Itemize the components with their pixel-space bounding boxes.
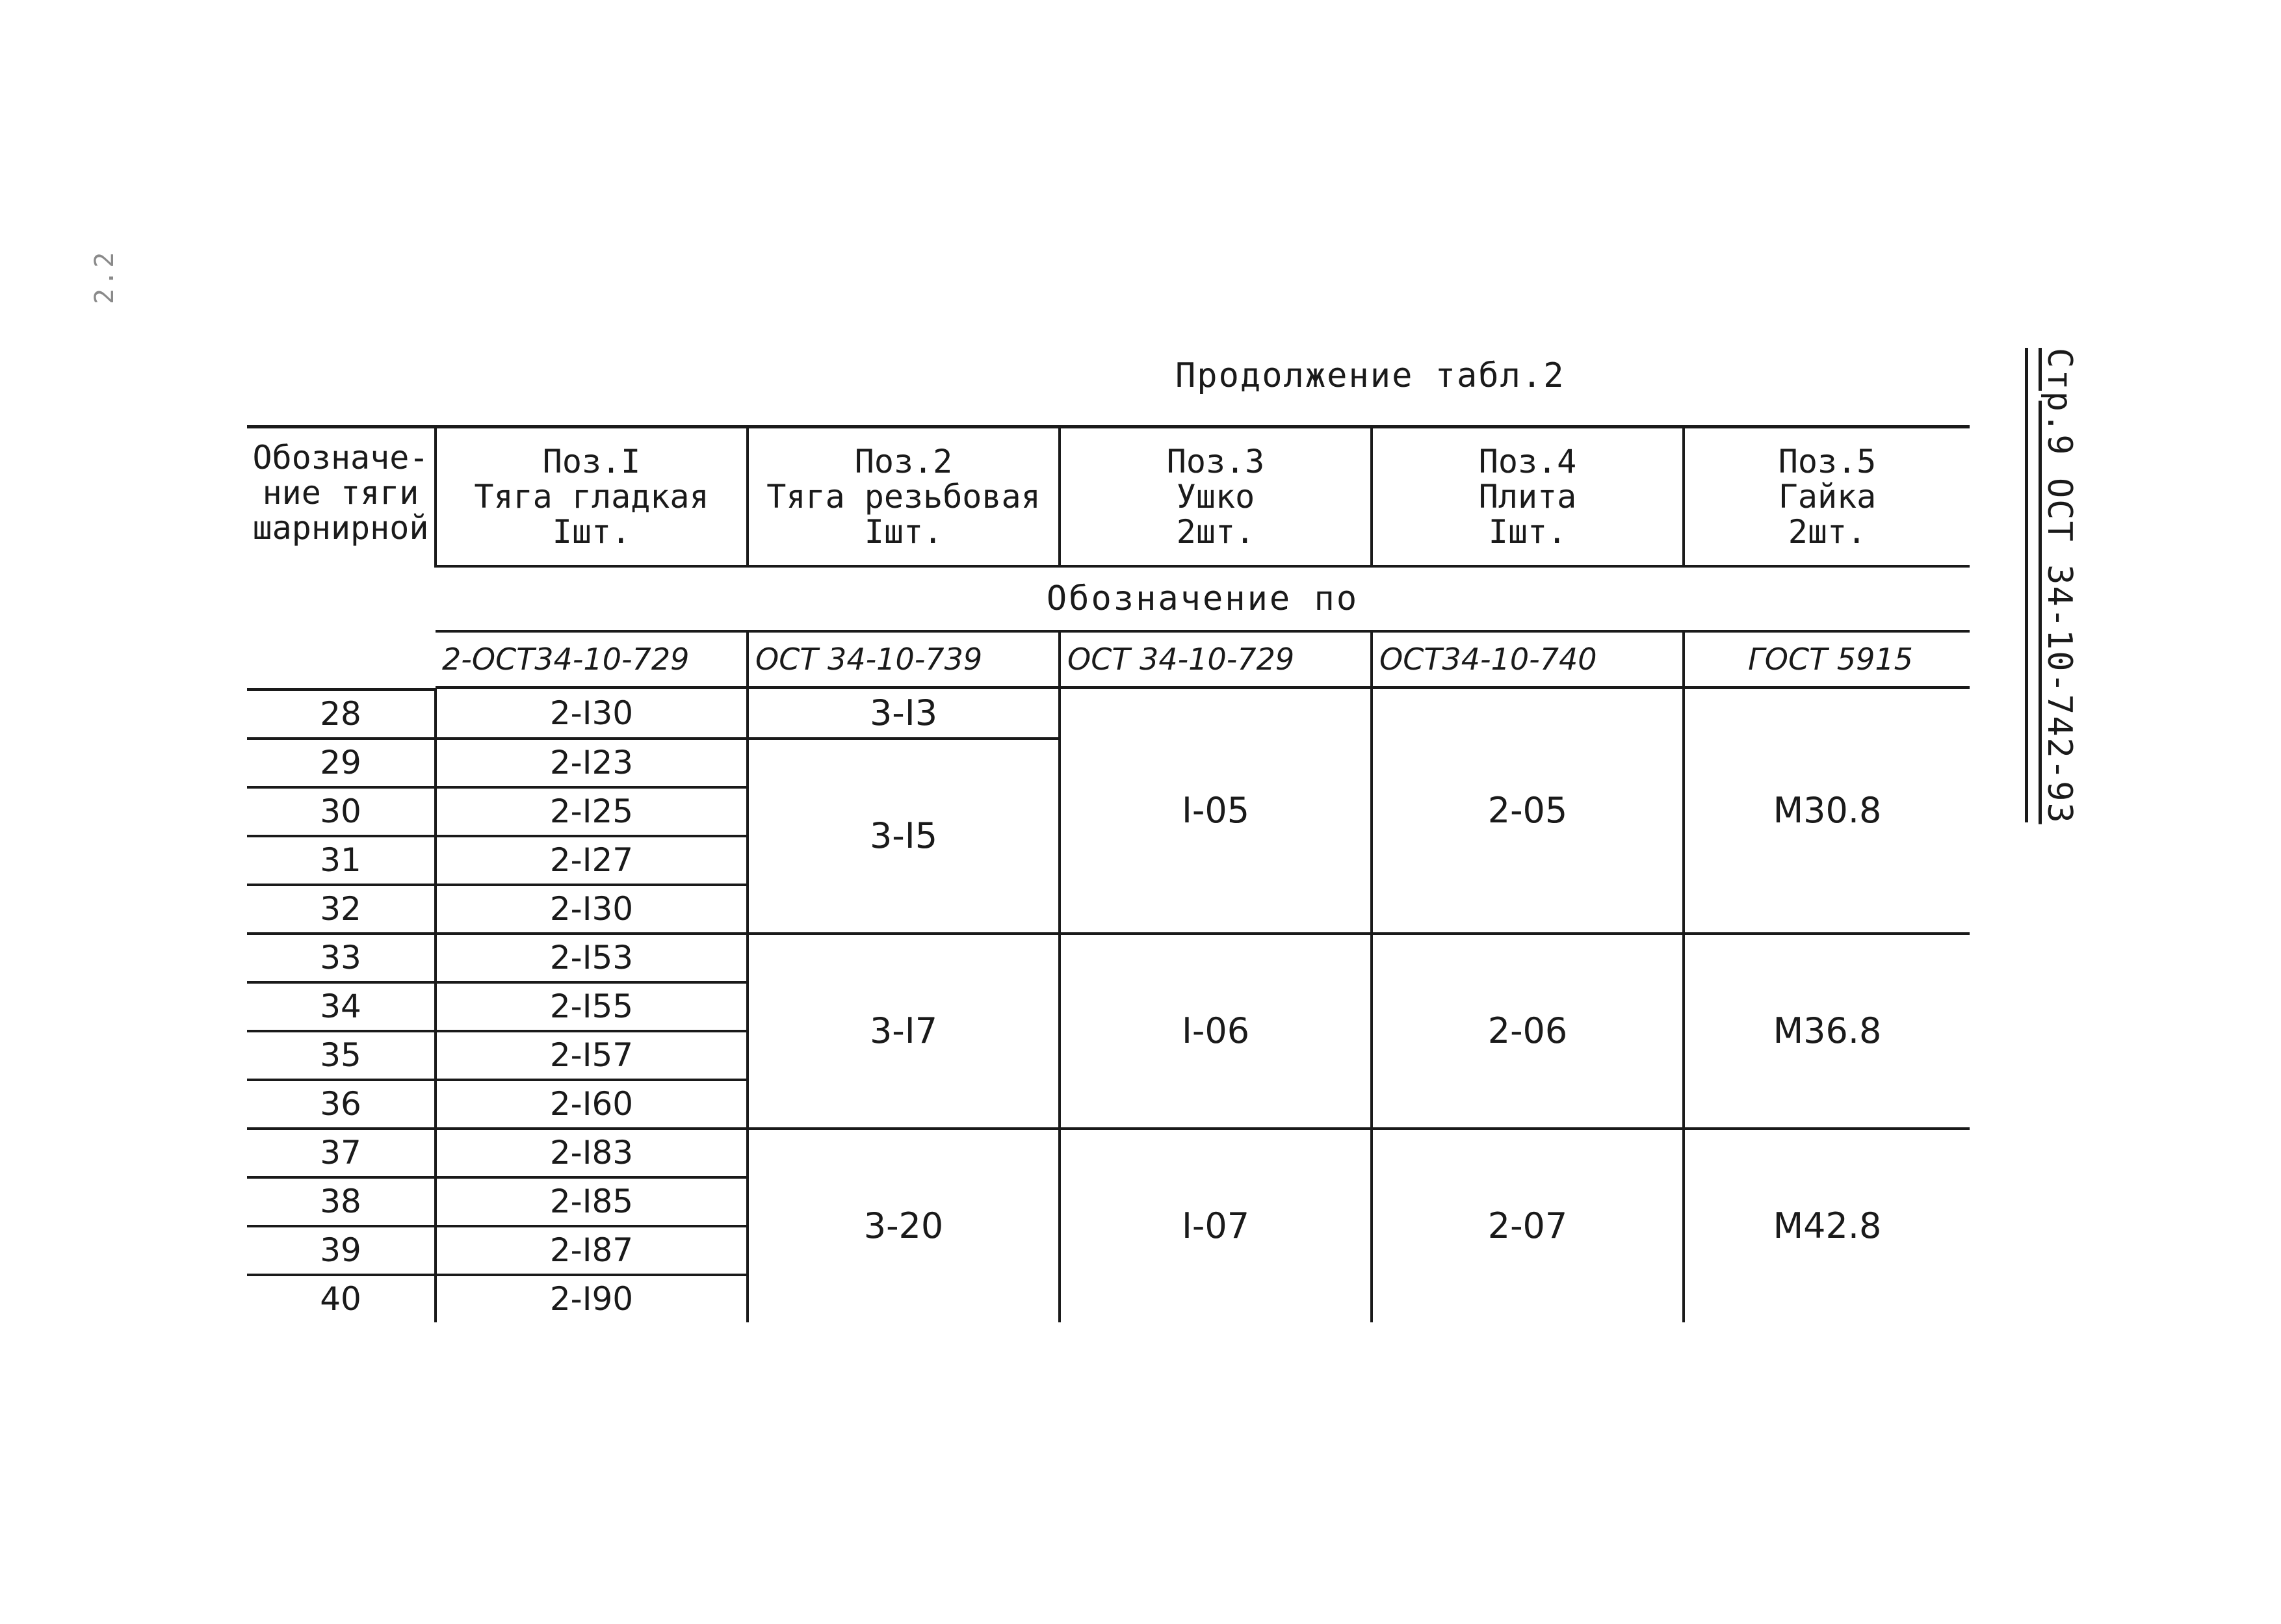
table-row <box>247 1129 1970 1177</box>
spec-table <box>247 425 1970 1322</box>
row-pos1: 2-I27 <box>436 836 748 885</box>
page-margin-mark: 2.2 <box>90 249 120 304</box>
side-stamp-text: Стр.9 ОСТ 34-10-742-93 <box>2040 348 2079 824</box>
row-pos1: 2-I25 <box>436 787 748 836</box>
row-designation: 33 <box>247 934 436 982</box>
table-row <box>247 934 1970 982</box>
row-designation: 39 <box>247 1226 436 1275</box>
row-designation: 30 <box>247 787 436 836</box>
pos2-group: 3-20 <box>748 1129 1060 1322</box>
pos5-group: М42.8 <box>1684 1129 1970 1322</box>
pos3-group: I-07 <box>1060 1129 1372 1322</box>
row-pos1: 2-I53 <box>436 934 748 982</box>
ref-title-row <box>247 566 1970 631</box>
header-pos4: Поз.4 Плита Iшт. <box>1372 427 1684 567</box>
row-pos1: 2-I60 <box>436 1080 748 1129</box>
ref-pos2: ОСТ 34-10-739 <box>748 631 1060 688</box>
pos5-group: М36.8 <box>1684 934 1970 1129</box>
pos2-group: 3-I5 <box>748 739 1060 934</box>
pos3-group: I-06 <box>1060 934 1372 1129</box>
row-pos1: 2-I57 <box>436 1031 748 1080</box>
side-stamp <box>2025 348 2080 822</box>
pos5-group: М30.8 <box>1684 689 1970 934</box>
pos4-group: 2-05 <box>1372 689 1684 934</box>
table-row <box>247 689 1970 739</box>
header-pos5: Поз.5 Гайка 2шт. <box>1684 427 1970 567</box>
row-pos1: 2-I30 <box>436 689 748 739</box>
pos2-group: 3-I3 <box>748 689 1060 739</box>
row-designation: 28 <box>247 689 436 739</box>
row-designation: 31 <box>247 836 436 885</box>
row-pos1: 2-I23 <box>436 739 748 787</box>
pos2-group: 3-I7 <box>748 934 1060 1129</box>
row-pos1: 2-I90 <box>436 1275 748 1322</box>
row-designation: 32 <box>247 885 436 934</box>
header-pos3: Поз.3 Ушко 2шт. <box>1060 427 1372 567</box>
header-pos2: Поз.2 Тяга резьбовая Iшт. <box>748 427 1060 567</box>
ref-pos1: 2-ОСТ34-10-729 <box>436 631 748 688</box>
row-pos1: 2-I87 <box>436 1226 748 1275</box>
row-designation: 37 <box>247 1129 436 1177</box>
row-pos1: 2-I85 <box>436 1177 748 1226</box>
pos4-group: 2-06 <box>1372 934 1684 1129</box>
header-pos1: Поз.I Тяга гладкая Iшт. <box>436 427 748 567</box>
ref-pos5: ГОСТ 5915 <box>1684 631 1970 688</box>
row-designation: 38 <box>247 1177 436 1226</box>
row-pos1: 2-I30 <box>436 885 748 934</box>
pos3-group: I-05 <box>1060 689 1372 934</box>
row-designation: 35 <box>247 1031 436 1080</box>
row-designation: 40 <box>320 1280 361 1318</box>
row-designation: 36 <box>247 1080 436 1129</box>
row-pos1: 2-I55 <box>436 982 748 1031</box>
table-caption: Продолжение табл.2 <box>1175 356 1565 395</box>
row-designation: 34 <box>247 982 436 1031</box>
ref-title: Обозначение по <box>436 566 1970 631</box>
ref-pos3: ОСТ 34-10-729 <box>1060 631 1372 688</box>
ref-pos4: ОСТ34-10-740 <box>1372 631 1684 688</box>
ref-row <box>247 631 1970 688</box>
row-pos1: 2-I83 <box>436 1129 748 1177</box>
pos4-group: 2-07 <box>1372 1129 1684 1322</box>
header-designation: Обозначе- ние тяги шарнирной <box>252 439 429 547</box>
row-designation: 29 <box>247 739 436 787</box>
header-row <box>247 427 1970 567</box>
